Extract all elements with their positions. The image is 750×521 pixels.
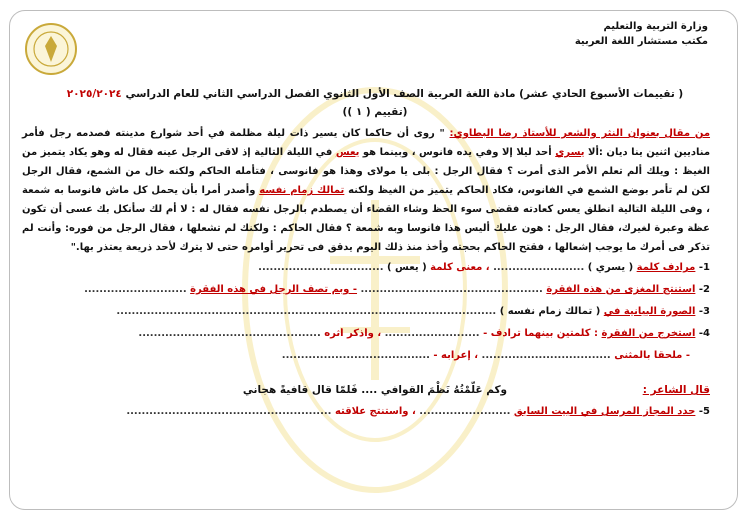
answer-blank-2[interactable]: ...................................................... bbox=[126, 406, 332, 417]
question-label-2: - وبم تصف الرجل في هذه الفقرة bbox=[190, 284, 358, 295]
ministry-emblem-icon bbox=[24, 22, 78, 76]
title-year: ٢٠٢٥/٢٠٢٤ bbox=[66, 88, 122, 100]
question-4-continued bbox=[22, 350, 690, 361]
question-label: حدد المجاز المرسل في البيت السابق bbox=[513, 406, 696, 417]
question-number: 2- bbox=[698, 284, 710, 295]
question-label: الصورة البيانية في bbox=[603, 306, 696, 317]
passage-text-1: " روى أن حاكما كان يسير ذات ليلة مظلمة في أحد شوارع مدينته فصدمه رجل فأمر مناديين اثنين ينا ديان :ألا bbox=[22, 128, 711, 158]
poem-verse: وكم عَلّمْتُهُ نَظْمَ القوافي .... فَلمّا قال قافيةً هجاني bbox=[242, 384, 508, 396]
question-label-2: ، واستنتج علاقته bbox=[334, 406, 416, 417]
question-label: مرادف كلمة bbox=[636, 262, 696, 273]
question-number: 3- bbox=[698, 306, 710, 317]
reading-passage bbox=[22, 124, 710, 257]
passage-text-4: وأصدر أمرا بأن يحمل كل ماش فانوسا به شمعة ، وفى الليلة التالية انطلق يعس كعادته فقضى سوء الحظ وشاء القضاء أن يصطدم بالرجل نفسه فقال له : لا أم لك سأنكل بك عسى أن تكون عظة وعبرة لغيرك، فقال الرجل : هون عليك أليس هذا فانوسا وبه شمعة ؟ فقال الحاكم : ولكنك لم تشعلها ، فقال الرجل من فوره: وأنت لم تذكر فى أمرك ما يوجب إشعالها ، فقتح الحاكم بحجته وأخذ منذ ذلك اليوم يدقق فى تحرير أوامره حتى لا يترك لأحد ذريعة يعتذر بها." bbox=[22, 185, 710, 253]
question-word-2: ( يعس ) bbox=[387, 262, 427, 273]
passage-text-2: أحد ليلا إلا وفي يده فانوس ، وبينما هو bbox=[362, 147, 552, 158]
question-word: ( يسري ) bbox=[587, 262, 634, 273]
answer-blank-2[interactable]: ................................................ bbox=[138, 328, 321, 339]
question-5 bbox=[22, 406, 710, 417]
assessment-title bbox=[0, 88, 750, 100]
question-4 bbox=[22, 328, 710, 339]
title-text: ( تقييمات الأسبوع الحادي عشر) مادة اللغة العربية الصف الأول الثانوي الفصل الدراسي الثاني للعام الدراسي bbox=[125, 88, 684, 100]
question-label: - ملحقا بالمثنى bbox=[614, 350, 690, 361]
question-number: 1- bbox=[698, 262, 710, 273]
question-label: استخرج من الفقرة bbox=[601, 328, 696, 339]
poem-label: قال الشاعر : bbox=[642, 384, 710, 396]
question-2 bbox=[22, 284, 710, 295]
answer-blank[interactable]: ........................ bbox=[493, 262, 585, 273]
answer-blank[interactable]: ................................................ bbox=[360, 284, 543, 295]
highlight-phrase: تمالك زمام نفسه bbox=[259, 185, 345, 196]
question-label: استنتج المغزى من هذه الفقرة bbox=[546, 284, 696, 295]
question-label-2: ، إعرابه - bbox=[433, 350, 479, 361]
question-label-2: : كلمتين بينهما ترادف - bbox=[483, 328, 599, 339]
passage-source: من مقال بعنوان النثر والشعر للأستاذ رضا البطاوي: bbox=[449, 128, 711, 139]
question-3 bbox=[22, 306, 710, 317]
passage-text-3: في الليلة التالية إذ لاقى الرجل عينه فقال له وهو يكاد يتميز من الغيظ : ويلك ألم تعلم الأمر الذى أمرت ؟ فقال الرجل : بلى يا مولاى وهذا هو فانوسى ، فتأمله الحاكم ولكنه خال من الشمع، فقال الرجل لكن لم تأمر بوضع الشمع في الفانوس، فكاد الحاكم يتميز من الغيظ ولكنه bbox=[22, 147, 710, 196]
highlight-word-yasri: يسري bbox=[555, 147, 585, 158]
answer-blank-2[interactable]: ................................. bbox=[258, 262, 384, 273]
question-number: 4- bbox=[698, 328, 710, 339]
answer-blank-2[interactable]: ....................................... bbox=[281, 350, 430, 361]
ministry-header bbox=[575, 19, 708, 49]
question-number: 5- bbox=[698, 406, 710, 417]
highlight-word-yaus: يعس bbox=[335, 147, 360, 158]
office-name: مكتب مستشار اللغة العربية bbox=[574, 36, 708, 47]
answer-blank[interactable]: .................................. bbox=[481, 350, 611, 361]
question-label-2: ، معنى كلمة bbox=[430, 262, 490, 273]
assessment-subtitle: (تقييم ( ١ )) bbox=[342, 106, 408, 118]
answer-blank-2[interactable]: ........................... bbox=[84, 284, 187, 295]
question-1 bbox=[22, 262, 710, 273]
answer-blank[interactable]: ......................... bbox=[384, 328, 480, 339]
question-word: ( تمالك زمام نفسه ) bbox=[499, 306, 601, 317]
answer-blank[interactable]: .................................................................................................... bbox=[116, 306, 497, 317]
ministry-name: وزارة التربية والتعليم bbox=[603, 21, 708, 32]
question-label-3: ، وأذكر أثره bbox=[324, 328, 382, 339]
answer-blank[interactable]: ........................ bbox=[419, 406, 511, 417]
